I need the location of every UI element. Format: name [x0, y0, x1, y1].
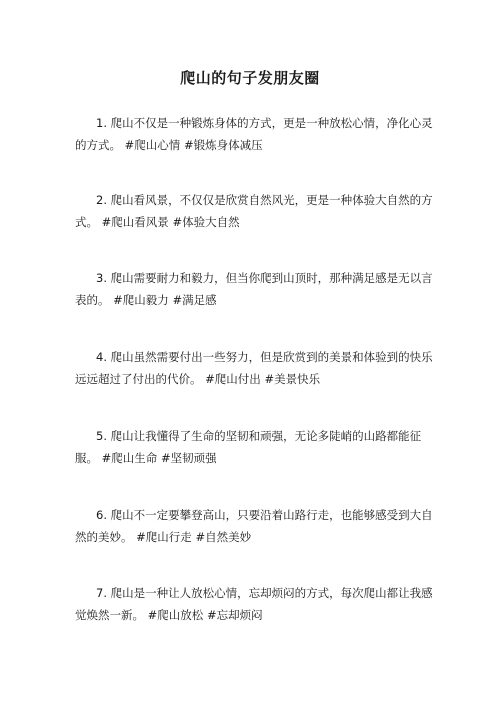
list-item-7: 7. 爬山是一种让人放松心情，忘却烦闷的方式，每次爬山都让我感觉焕然一新。 #爬山放松 #忘却烦闷 [75, 586, 433, 622]
list-item-4: 4. 爬山虽然需要付出一些努力，但是欣赏到的美景和体验到的快乐远远超过了付出的代价。 #爬山付出 #美景快乐 [75, 350, 433, 386]
list-item-1: 1. 爬山不仅是一种锻炼身体的方式，更是一种放松心情，净化心灵的方式。 #爬山心情 #锻炼身体减压 [75, 116, 433, 152]
list-item-2: 2. 爬山看风景，不仅仅是欣赏自然风光，更是一种体验大自然的方式。 #爬山看风景 #体验大自然 [75, 193, 433, 229]
document-title: 爬山的句子发朋友圈 [180, 69, 320, 87]
list-item-3: 3. 爬山需要耐力和毅力，但当你爬到山顶时，那种满足感是无以言表的。 #爬山毅力 #满足感 [75, 271, 433, 307]
list-item-6: 6. 爬山不一定要攀登高山，只要沿着山路行走，也能够感受到大自然的美妙。 #爬山行走 #自然美妙 [75, 508, 433, 544]
list-item-5: 5. 爬山让我懂得了生命的坚韧和顽强，无论多陡峭的山路都能征服。 #爬山生命 #坚韧顽强 [75, 429, 422, 465]
